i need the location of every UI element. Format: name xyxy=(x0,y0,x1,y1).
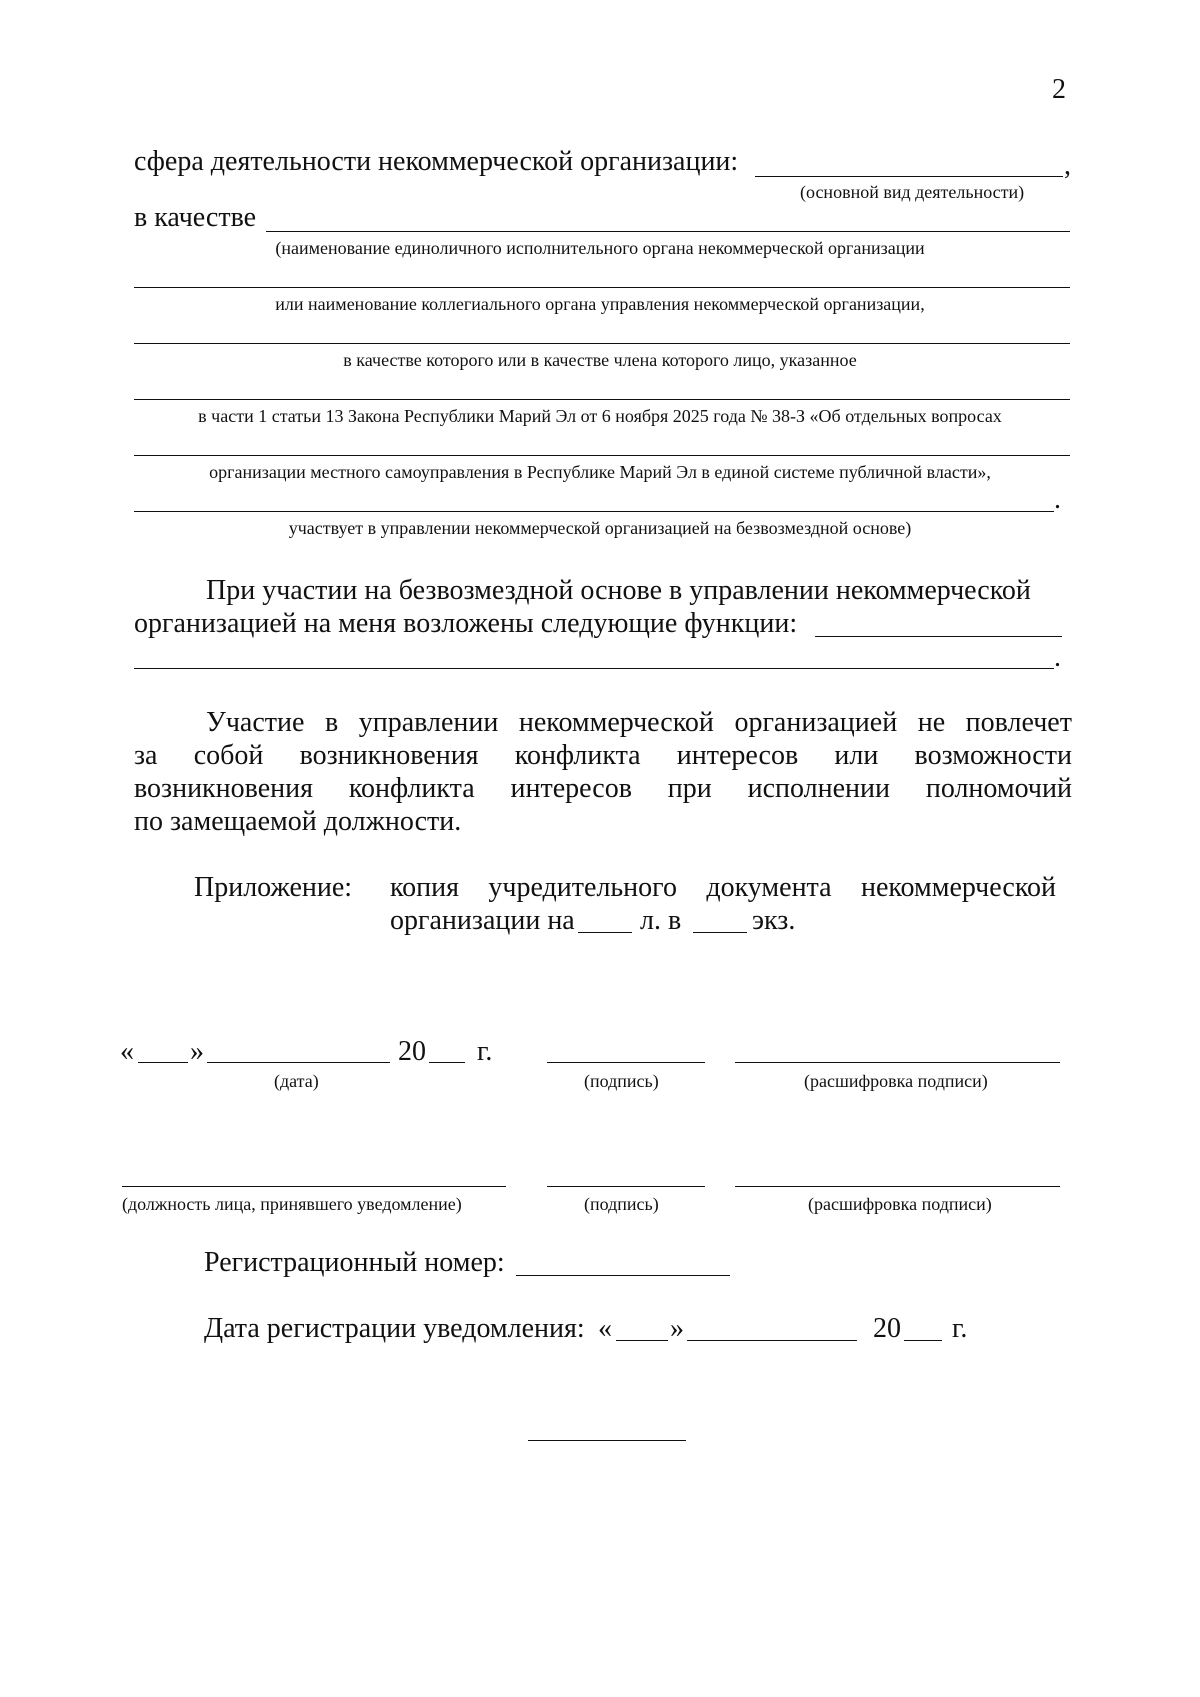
receiver-position-field[interactable] xyxy=(122,1186,506,1187)
capacity-field-line-4[interactable] xyxy=(134,399,1070,400)
activity-field-line[interactable] xyxy=(755,176,1063,177)
conflict-line-4: по замещаемой должности. xyxy=(134,806,462,837)
receiver-decoding-caption: (расшифровка подписи) xyxy=(808,1194,992,1214)
date-caption: (дата) xyxy=(274,1071,319,1091)
date-year-suffix: г. xyxy=(477,1036,493,1067)
decoding-caption: (расшифровка подписи) xyxy=(804,1071,988,1091)
signature-field[interactable] xyxy=(547,1062,705,1063)
attachment-label: Приложение: xyxy=(194,872,353,903)
signature-caption: (подпись) xyxy=(584,1071,659,1091)
registration-quote-close: » xyxy=(670,1313,684,1344)
registration-year-prefix: 20 xyxy=(873,1313,901,1344)
attachment-line-2a: организации на xyxy=(390,905,575,936)
conflict-line-1: Участие в управлении некоммерческой организацией не повлечет xyxy=(206,707,1072,738)
registration-month-field[interactable] xyxy=(687,1340,857,1341)
functions-line-1: При участии на безвозмездной основе в управлении некоммерческой xyxy=(206,575,1031,606)
page-number: 2 xyxy=(1052,74,1066,105)
attachment-line-2c: экз. xyxy=(752,905,796,936)
registration-year-field[interactable] xyxy=(904,1340,942,1341)
date-year-prefix: 20 xyxy=(398,1036,426,1067)
functions-end-mark: . xyxy=(1054,642,1061,673)
date-year-field[interactable] xyxy=(429,1062,465,1063)
functions-field-line-2[interactable] xyxy=(134,668,1054,669)
receiver-position-caption: (должность лица, принявшего уведомление) xyxy=(122,1194,462,1214)
date-day-field[interactable] xyxy=(138,1062,188,1063)
activity-comma: , xyxy=(1064,150,1071,181)
receiver-signature-caption: (подпись) xyxy=(584,1194,659,1214)
decoding-field[interactable] xyxy=(735,1062,1060,1063)
registration-day-field[interactable] xyxy=(616,1340,668,1341)
capacity-field-line-3[interactable] xyxy=(134,343,1070,344)
capacity-caption-2: или наименование коллегиального органа управления некоммерческой организации, xyxy=(275,294,925,314)
date-quote-open: « xyxy=(120,1036,134,1067)
functions-line-2: организацией на меня возложены следующие функции: xyxy=(134,608,798,639)
date-quote-close: » xyxy=(190,1036,204,1067)
capacity-caption-3: в качестве которого или в качестве члена которого лицо, указанное xyxy=(343,350,857,370)
closing-separator-line xyxy=(528,1440,686,1441)
capacity-caption-1: (наименование единоличного исполнительного органа некоммерческой организации xyxy=(275,238,925,258)
attachment-line-1: копия учредительного документа некоммерческой xyxy=(390,872,1056,903)
capacity-caption-4: в части 1 статьи 13 Закона Республики Марий Эл от 6 ноября 2025 года № 38-З «Об отдельных вопросах xyxy=(198,406,1002,426)
receiver-signature-field[interactable] xyxy=(547,1186,705,1187)
functions-field-line-1[interactable] xyxy=(815,636,1062,637)
conflict-line-2: за собой возникновения конфликта интересов или возможности xyxy=(134,740,1072,771)
receiver-decoding-field[interactable] xyxy=(735,1186,1060,1187)
capacity-end-mark: . xyxy=(1054,484,1061,515)
attachment-sheets-field[interactable] xyxy=(578,932,632,933)
capacity-caption-6: участвует в управлении некоммерческой организацией на безвозмездной основе) xyxy=(288,518,912,538)
attachment-line-2b: л. в xyxy=(640,905,682,936)
registration-year-suffix: г. xyxy=(952,1313,968,1344)
attachment-copies-field[interactable] xyxy=(693,932,747,933)
capacity-field-line-1[interactable] xyxy=(266,231,1070,232)
registration-number-field[interactable] xyxy=(516,1275,730,1276)
registration-number-label: Регистрационный номер: xyxy=(204,1247,505,1278)
activity-caption: (основной вид деятельности) xyxy=(800,182,1025,202)
date-month-field[interactable] xyxy=(207,1062,390,1063)
capacity-label: в качестве xyxy=(134,202,257,233)
capacity-field-line-5[interactable] xyxy=(134,455,1070,456)
registration-date-label: Дата регистрации уведомления: xyxy=(204,1313,585,1344)
capacity-caption-5: организации местного самоуправления в Республике Марий Эл в единой системе публичной власти», xyxy=(209,462,991,482)
conflict-line-3: возникновения конфликта интересов при исполнении полномочий xyxy=(134,773,1072,804)
capacity-field-line-2[interactable] xyxy=(134,287,1070,288)
capacity-field-line-6[interactable] xyxy=(134,511,1054,512)
activity-label: сфера деятельности некоммерческой организации: xyxy=(134,146,739,177)
registration-quote-open: « xyxy=(598,1313,612,1344)
